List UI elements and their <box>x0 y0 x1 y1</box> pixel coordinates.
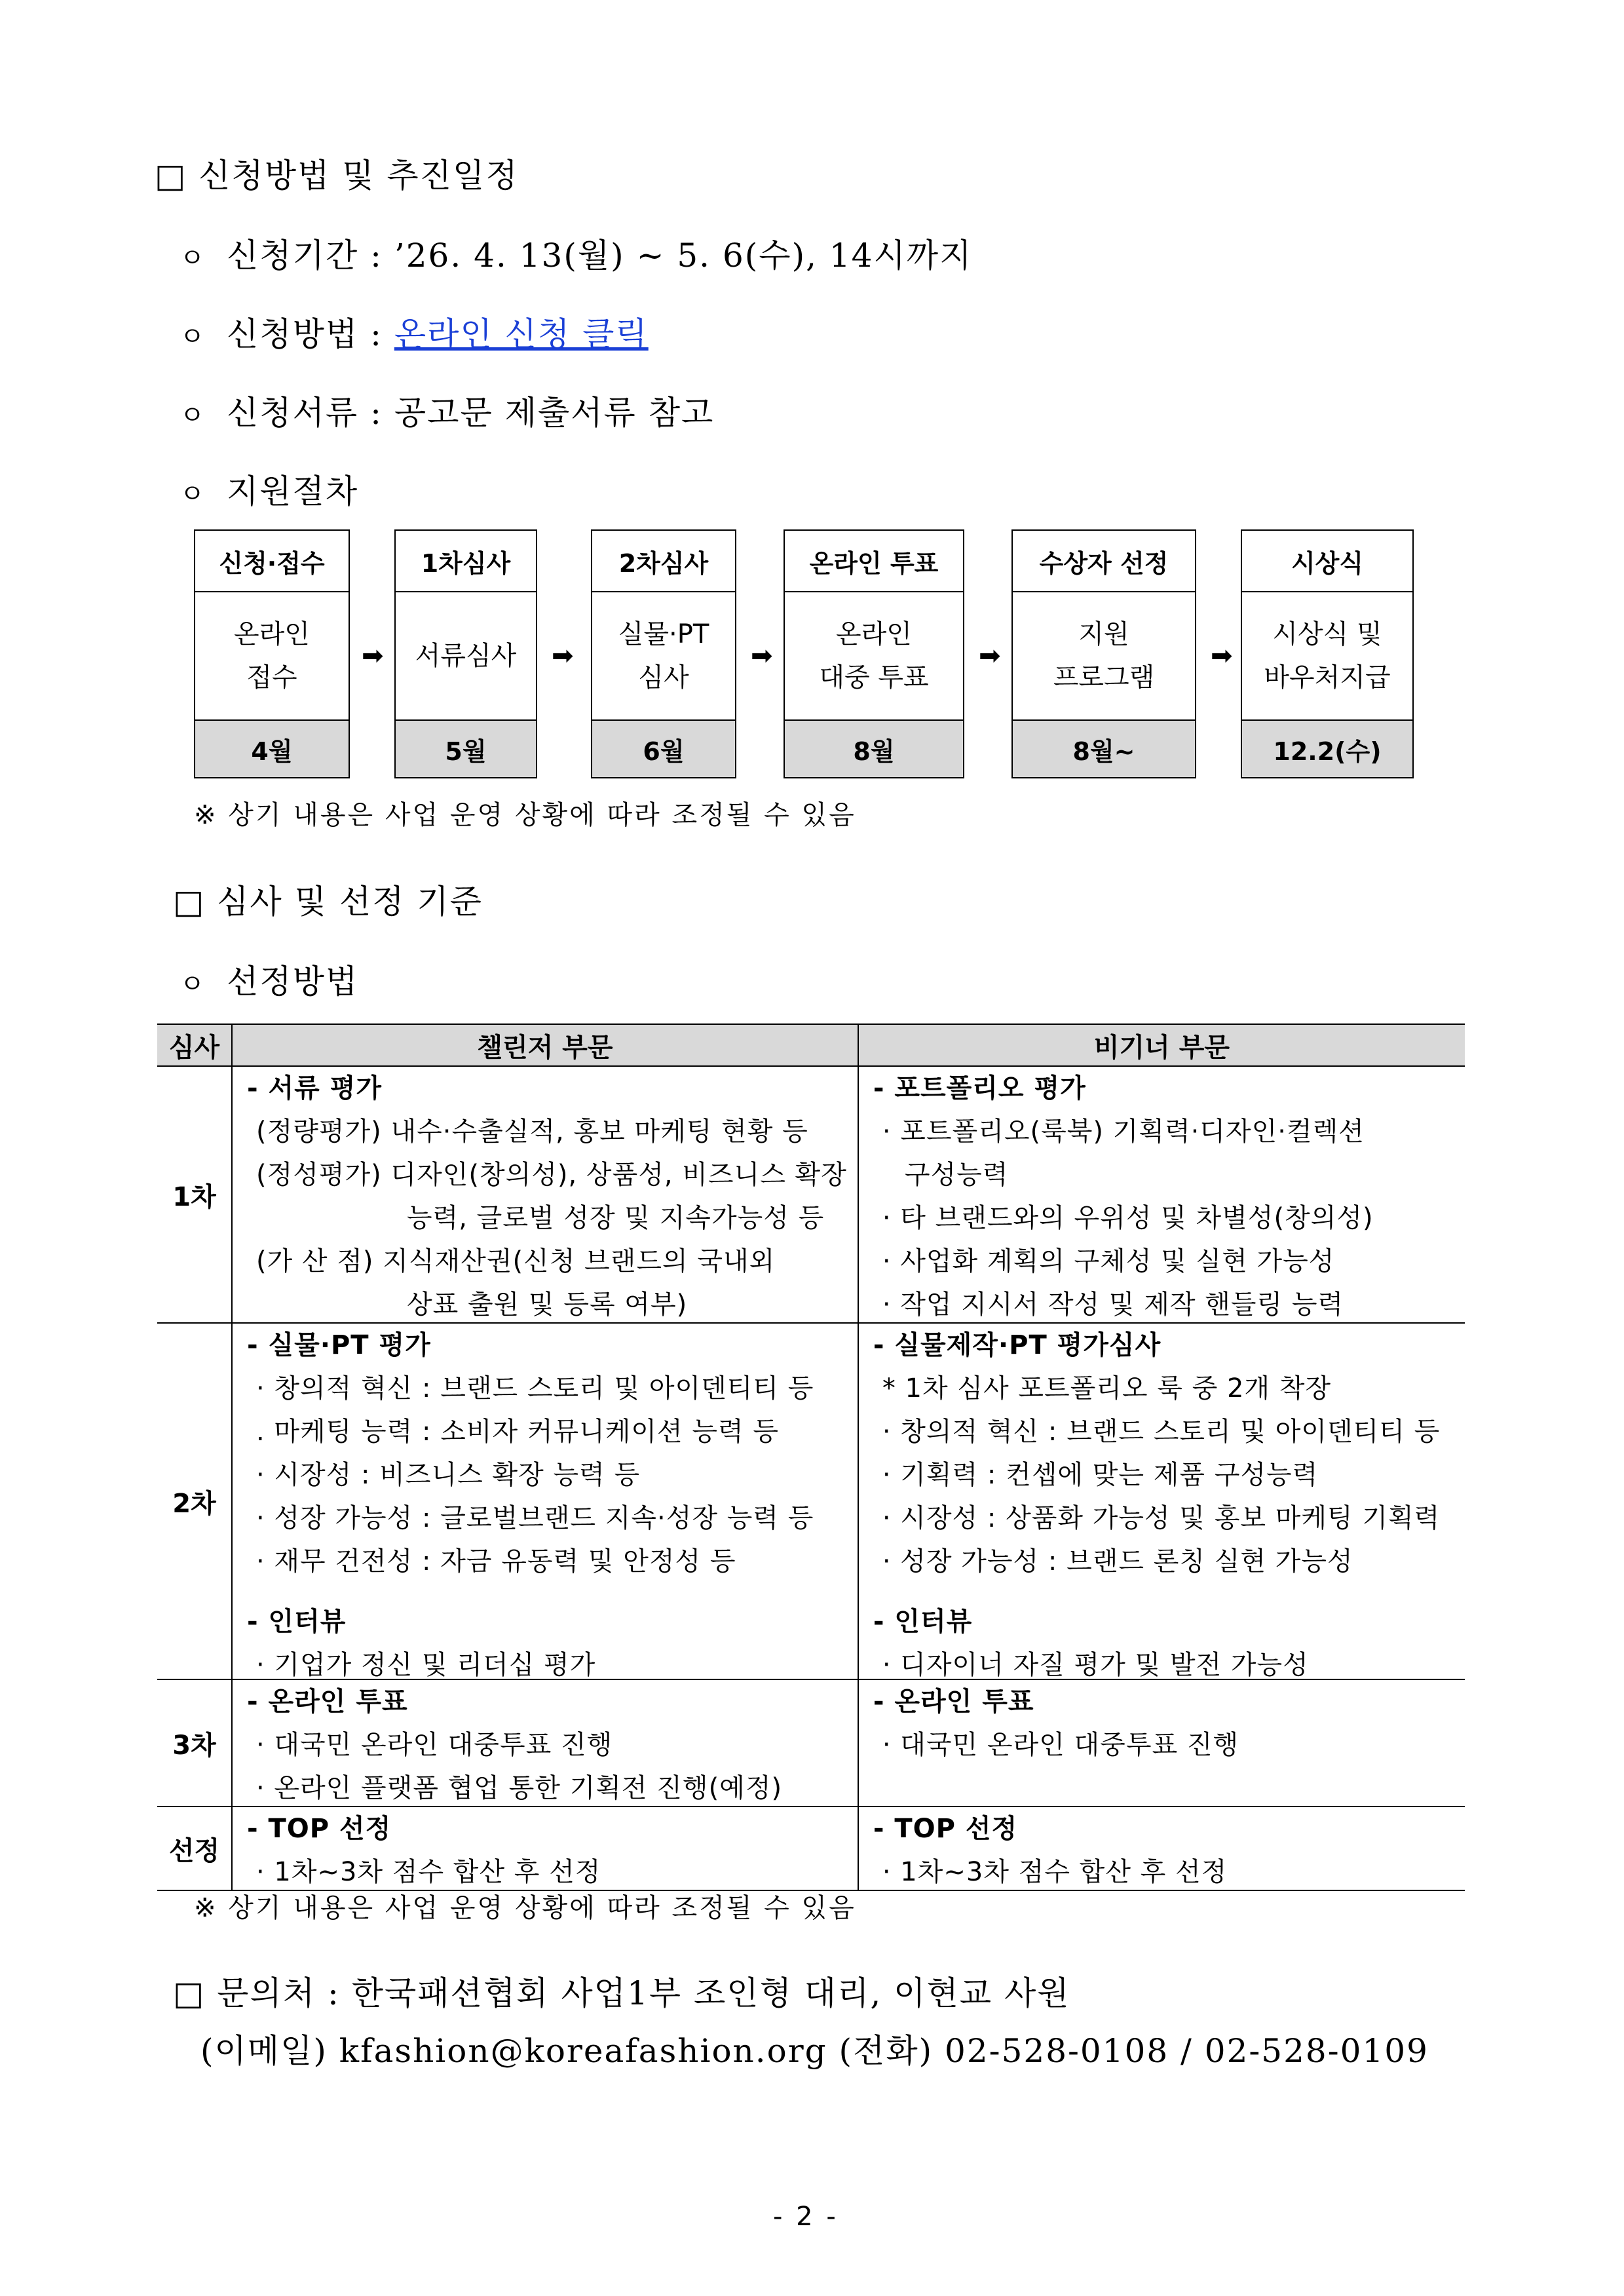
criteria-note: ※ 상기 내용은 사업 운영 상황에 따라 조정될 수 있음 <box>194 1893 856 1923</box>
step-box-first-review <box>394 529 537 778</box>
row-label: 2차 <box>157 1323 232 1679</box>
step-date: 4월 <box>195 721 349 777</box>
step-title: 신청·접수 <box>195 531 349 592</box>
table-header-row <box>157 1024 1465 1066</box>
step-desc: 프로그램 <box>1053 662 1155 693</box>
step-title: 수상자 선정 <box>1013 531 1195 592</box>
section-title-application: □ 신청방법 및 추진일정 <box>155 157 519 195</box>
arrow-right-icon: ➡ <box>979 641 1001 671</box>
bullet-mark: ㅇ <box>179 400 206 430</box>
step-desc: 심사 <box>638 662 689 693</box>
step-date: 8월~ <box>1013 721 1195 777</box>
contact-details: (이메일) kfashion@koreafashion.org (전화) 02-528-0108 / 02-528-0109 <box>200 2032 1429 2070</box>
bullet-selection-method: ㅇ 선정방법 <box>179 963 359 1001</box>
row-label: 3차 <box>157 1679 232 1807</box>
step-desc: 접수 <box>246 662 297 693</box>
step-title: 온라인 투표 <box>785 531 963 592</box>
step-date: 5월 <box>396 721 536 777</box>
arrow-right-icon: ➡ <box>552 641 574 671</box>
bullet-application-method: ㅇ 신청방법 : 온라인 신청 클릭 <box>179 315 649 353</box>
bullet-support-procedure: ㅇ 지원절차 <box>179 472 359 510</box>
arrow-right-icon: ➡ <box>362 641 384 671</box>
criteria-table <box>157 1024 1465 1891</box>
row-label: 선정 <box>157 1807 232 1890</box>
schedule-note: ※ 상기 내용은 사업 운영 상황에 따라 조정될 수 있음 <box>194 800 856 830</box>
table-row: 2차 - 실물·PT 평가 · 창의적 혁신 : 브랜드 스토리 및 아이덴티티 등 . 마케팅 능력 : 소비자 커뮤니케이션 능력 등 · 시장성 : 비즈니스 확장 능력 등 · 성장 가능성 : 글로벌브랜드 지속·성장 능력 등 · 재무 건전성 : 자금 유동력 및 안정성 등 - 인터뷰 · 기업가 정신 및 리더십 평가 - 실물제작·PT 평가심사 * 1차 심사 포트폴리오 룩 중 2개 착장 · 창의적 혁신 : 브랜드 스토리 및 아이덴티티 등 · 기획력 : 컨셉에 맞는 제품 구성능력 · 시장성 : 상품화 가능성 및 홍보 마케팅 기획력 · 성장 가능성 : 브랜드 론칭 실현 가능성 - 인터뷰 · 디자이너 자질 평가 및 발전 가능성 <box>157 1323 1465 1679</box>
step-box-second-review <box>591 529 736 778</box>
page-number: - 2 - <box>773 2202 839 2232</box>
contact-line: □ 문의처 : 한국패션협회 사업1부 조인형 대리, 이현교 사원 <box>173 1974 1070 2012</box>
step-desc: 실물·PT <box>618 619 709 649</box>
bullet-application-documents: ㅇ 신청서류 : 공고문 제출서류 참고 <box>179 394 715 432</box>
step-title: 2차심사 <box>592 531 735 592</box>
step-desc: 시상식 및 <box>1272 619 1382 649</box>
step-box-application <box>194 529 350 778</box>
arrow-right-icon: ➡ <box>1211 641 1233 671</box>
step-box-award-ceremony <box>1241 529 1414 778</box>
header-beginner: 비기너 부문 <box>858 1024 1465 1066</box>
table-row: 3차 - 온라인 투표 · 대국민 온라인 대중투표 진행 · 온라인 플랫폼 협업 통한 기획전 진행(예정) - 온라인 투표 · 대국민 온라인 대중투표 진행 <box>157 1679 1465 1807</box>
bullet-application-period: ㅇ 신청기간 : ’26. 4. 13(월) ~ 5. 6(수), 14시까지 <box>179 237 973 275</box>
row-label: 1차 <box>157 1066 232 1323</box>
step-desc: 대중 투표 <box>819 662 929 693</box>
step-desc: 온라인 <box>234 619 310 649</box>
online-apply-link[interactable]: 온라인 신청 클릭 <box>394 315 649 353</box>
table-row: 1차 - 서류 평가 (정량평가) 내수·수출실적, 홍보 마케팅 현황 등 (정성평가) 디자인(창의성), 상품성, 비즈니스 확장 능력, 글로벌 성장 및 지속가능성 등 (가 산 점) 지식재산권(신청 브랜드의 국내외 상표 출원 및 등록 여부) - 포트폴리오 평가 · 포트폴리오(룩북) 기획력·디자인·컬렉션 구성능력 · 타 브랜드와의 우위성 및 차별성(창의성) · 사업화 계획의 구체성 및 실현 가능성 · 작업 지시서 작성 및 제작 핸들링 능력 <box>157 1066 1465 1323</box>
arrow-right-icon: ➡ <box>751 641 773 671</box>
header-challenger: 챌린저 부문 <box>232 1024 858 1066</box>
step-desc: 바우처지급 <box>1264 662 1391 693</box>
step-desc: 지원 <box>1078 619 1129 649</box>
bullet-mark: ㅇ <box>179 969 206 999</box>
section-title-criteria: □ 심사 및 선정 기준 <box>173 883 483 921</box>
step-box-winner-selection <box>1011 529 1196 778</box>
header-review: 심사 <box>157 1024 232 1066</box>
bullet-mark: ㅇ <box>179 479 206 509</box>
step-box-online-vote <box>784 529 964 778</box>
step-title: 1차심사 <box>396 531 536 592</box>
step-date: 6월 <box>592 721 735 777</box>
step-date: 8월 <box>785 721 963 777</box>
contact-person: 한국패션협회 사업1부 조인형 대리, 이현교 사원 <box>351 1974 1070 2012</box>
bullet-mark: ㅇ <box>179 322 206 352</box>
bullet-mark: ㅇ <box>179 243 206 273</box>
step-desc: 서류심사 <box>415 641 517 671</box>
step-title: 시상식 <box>1242 531 1412 592</box>
section-title-contact: □ 문의처 <box>173 1974 316 2012</box>
table-row: 선정 - TOP 선정 · 1차~3차 점수 합산 후 선정 - TOP 선정 · 1차~3차 점수 합산 후 선정 <box>157 1807 1465 1890</box>
step-desc: 온라인 <box>836 619 912 649</box>
step-date: 12.2(수) <box>1242 721 1412 777</box>
